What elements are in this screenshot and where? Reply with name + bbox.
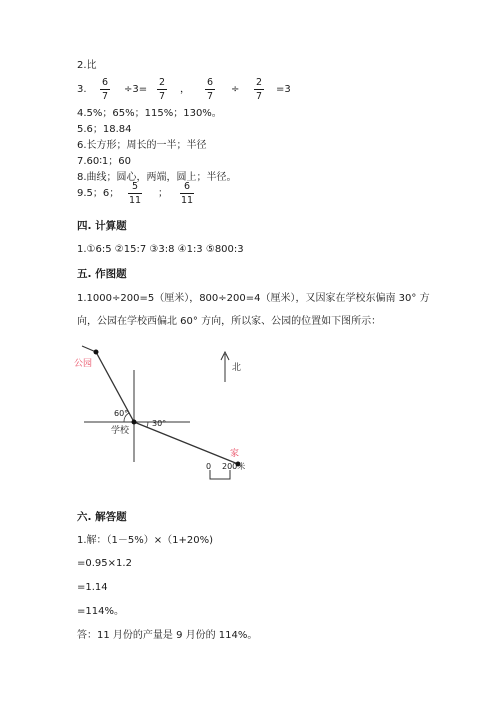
fraction: 6 7 [206,77,214,102]
fraction: 6 11 [180,181,194,206]
section-6-line-2: =0.95×1.2 [77,558,132,569]
scale-zero-label: 0 [206,462,212,471]
separator: ； [158,188,168,199]
answer-6: 6.长方形；周长的一半；半径 [77,140,207,151]
section-4-answer: 1.①6:5 ②15:7 ③3:8 ④1:3 ⑤800:3 [77,244,244,255]
separator: ， [180,84,190,95]
scale-label: 200米 [222,462,246,471]
section-6-title: 六. 解答题 [77,511,127,523]
park-point [94,350,99,355]
answer-5: 5.6；18.84 [77,124,132,135]
operator: ÷3= [124,84,148,95]
north-label: 北 [232,363,242,373]
answer-8: 8.曲线；圆心，两端，圆上；半径。 [77,172,237,183]
answer-7: 7.60∶1；60 [77,156,131,167]
answer-4: 4.5%；65%；115%；130%。 [77,108,222,119]
fraction: 2 7 [158,77,166,102]
section-5-line-1: 1.1000÷200=5（厘米），800÷200=4（厘米），又因家在学校东偏南 30° 方 [77,293,430,304]
section-5-line-2: 向，公园在学校西偏北 60° 方向，所以家、公园的位置如下图所示： [77,316,382,327]
section-6-line-3: =1.14 [77,582,108,593]
school-point [132,420,137,425]
fraction: 2 7 [255,77,263,102]
answer-2: 2.比 [77,60,97,71]
fraction: 5 11 [128,181,142,206]
home-line [134,422,238,464]
section-4-title: 四. 计算题 [77,220,127,232]
operator: ÷ [231,84,240,95]
operator: =3 [276,84,291,95]
section-6-line-1: 1.解：（1－5%）×（1+20%) [77,535,214,546]
angle-30-label: 30° [152,419,167,428]
section-5-title: 五. 作图题 [77,268,127,280]
school-label: 学校 [111,426,130,436]
park-label: 公园 [74,359,93,369]
answer-9-prefix: 9.5；6； [77,188,120,199]
angle-60-label: 60° [114,409,129,418]
section-6-answer: 答：11 月份的产量是 9 月份的 114%。 [77,630,258,641]
answer-3-number: 3. [77,84,87,95]
angle-30-arc [147,422,148,427]
section-6-line-4: =114%。 [77,606,124,617]
home-label: 家 [230,449,240,459]
fraction: 6 7 [101,77,109,102]
